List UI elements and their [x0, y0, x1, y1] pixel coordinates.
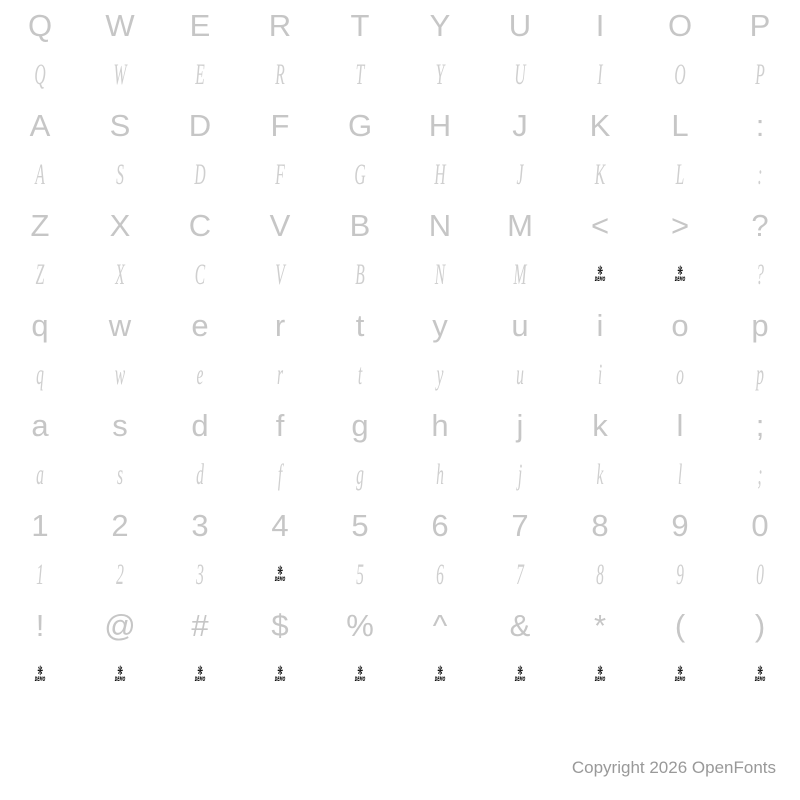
demo-stamp-word: DEMO	[594, 675, 606, 683]
glyph-cell: o	[676, 358, 684, 391]
glyph-cell: B	[355, 258, 365, 291]
demo-stamp-leaves: ❋	[517, 663, 523, 679]
glyph-cell: S	[116, 158, 124, 191]
demo-stamp-leaves: ❋	[597, 263, 603, 279]
glyph-cell: D	[188, 107, 212, 143]
glyph-cell: H	[428, 107, 452, 143]
demo-stamp-word: DEMO	[354, 675, 366, 683]
glyph-cell: Q	[27, 7, 53, 43]
glyph-cell: C	[188, 207, 212, 243]
demo-stamp-word: DEMO	[674, 275, 686, 283]
glyph-cell: >	[670, 207, 690, 243]
glyph-cell: G	[354, 158, 366, 191]
glyph-cell: 6	[436, 558, 444, 591]
glyph-cell: 2	[116, 558, 124, 591]
copyright-notice: Copyright 2026 OpenFonts	[571, 758, 776, 777]
glyph-row	[0, 50, 800, 100]
glyph-cell: 9	[676, 558, 684, 591]
glyph-cell: a	[31, 407, 49, 443]
demo-stamp-icon	[579, 250, 621, 300]
glyph-cell: g	[356, 458, 364, 491]
glyph-cell: 1	[31, 507, 49, 543]
demo-stamp-icon	[259, 650, 301, 700]
glyph-cell: j	[517, 458, 523, 491]
glyph-cell: I	[597, 58, 603, 91]
glyph-cell: s	[112, 407, 128, 443]
demo-stamp-leaves: ❋	[677, 663, 683, 679]
glyph-cell: p	[751, 307, 769, 343]
demo-stamp-word: DEMO	[114, 675, 126, 683]
glyph-cell: l	[676, 407, 684, 443]
glyph-cell: A	[29, 107, 51, 143]
demo-stamp-icon	[19, 650, 61, 700]
glyph-cell: U	[514, 58, 526, 91]
glyph-cell: R	[275, 58, 285, 91]
glyph-cell: )	[754, 607, 766, 643]
glyph-cell: E	[195, 58, 205, 91]
demo-stamp-icon	[339, 650, 381, 700]
glyph-row	[0, 150, 800, 200]
glyph-cell: 9	[671, 507, 689, 543]
glyph-cell: E	[189, 7, 211, 43]
glyph-cell: W	[105, 7, 135, 43]
glyph-cell: 7	[511, 507, 529, 543]
glyph-cell: d	[191, 407, 209, 443]
glyph-cell: h	[436, 458, 444, 491]
glyph-cell: w	[114, 358, 126, 391]
glyph-cell: L	[671, 107, 689, 143]
glyph-cell: U	[508, 7, 532, 43]
demo-stamp-word: DEMO	[594, 275, 606, 283]
glyph-cell: ?	[756, 258, 764, 291]
demo-stamp-word: DEMO	[434, 675, 446, 683]
glyph-cell: X	[115, 258, 125, 291]
glyph-cell: 5	[351, 507, 369, 543]
glyph-row	[0, 400, 800, 450]
glyph-cell: Z	[35, 258, 45, 291]
glyph-cell: 8	[596, 558, 604, 591]
glyph-cell: r	[274, 307, 286, 343]
glyph-cell: i	[596, 307, 604, 343]
demo-stamp-word: DEMO	[514, 675, 526, 683]
glyph-cell: g	[351, 407, 369, 443]
glyph-cell: ;	[757, 458, 763, 491]
glyph-cell: f	[275, 407, 285, 443]
glyph-cell: k	[596, 458, 604, 491]
glyph-cell: K	[594, 158, 606, 191]
glyph-cell: W	[113, 58, 127, 91]
demo-stamp-icon	[659, 250, 701, 300]
glyph-cell: Z	[30, 207, 50, 243]
glyph-cell: e	[191, 307, 209, 343]
glyph-cell: J	[512, 107, 528, 143]
glyph-cell: t	[357, 358, 363, 391]
glyph-row	[0, 550, 800, 600]
demo-stamp-icon	[499, 650, 541, 700]
demo-stamp-icon	[99, 650, 141, 700]
glyph-cell: 2	[111, 507, 129, 543]
glyph-cell: j	[516, 407, 524, 443]
glyph-cell: h	[431, 407, 449, 443]
glyph-cell: o	[671, 307, 689, 343]
demo-stamp-leaves: ❋	[757, 663, 763, 679]
glyph-cell: k	[592, 407, 608, 443]
demo-stamp-leaves: ❋	[597, 663, 603, 679]
glyph-cell: 0	[756, 558, 764, 591]
glyph-cell: J	[516, 158, 524, 191]
glyph-cell: r	[276, 358, 284, 391]
glyph-cell: $	[271, 607, 289, 643]
glyph-cell: G	[347, 107, 373, 143]
glyph-cell: q	[31, 307, 49, 343]
glyph-cell: N	[434, 258, 446, 291]
glyph-cell: M	[507, 207, 533, 243]
glyph-cell: 0	[751, 507, 769, 543]
glyph-cell: <	[590, 207, 610, 243]
glyph-cell: A	[35, 158, 45, 191]
glyph-cell: d	[196, 458, 204, 491]
glyph-cell: !	[35, 607, 45, 643]
glyph-cell: T	[355, 58, 365, 91]
glyph-cell: O	[674, 58, 686, 91]
glyph-cell: #	[191, 607, 209, 643]
glyph-cell: (	[674, 607, 686, 643]
demo-stamp-leaves: ❋	[277, 563, 283, 579]
glyph-row	[0, 500, 800, 550]
glyph-cell: e	[196, 358, 204, 391]
demo-stamp-leaves: ❋	[357, 663, 363, 679]
glyph-cell: N	[428, 207, 452, 243]
glyph-cell: D	[194, 158, 206, 191]
glyph-cell: 3	[196, 558, 204, 591]
glyph-row	[0, 600, 800, 650]
glyph-cell: X	[109, 207, 131, 243]
glyph-cell: p	[756, 358, 764, 391]
demo-stamp-icon	[179, 650, 221, 700]
glyph-cell: 1	[36, 558, 44, 591]
demo-stamp-word: DEMO	[274, 675, 286, 683]
glyph-cell: 4	[271, 507, 289, 543]
glyph-row	[0, 300, 800, 350]
glyph-cell: S	[109, 107, 131, 143]
glyph-cell: Y	[429, 7, 451, 43]
glyph-cell: &	[509, 607, 531, 643]
glyph-row	[0, 650, 800, 700]
demo-stamp-leaves: ❋	[37, 663, 43, 679]
glyph-cell: :	[755, 107, 765, 143]
glyph-cell: C	[194, 258, 206, 291]
glyph-cell: 6	[431, 507, 449, 543]
glyph-cell: i	[597, 358, 603, 391]
demo-stamp-icon	[739, 650, 781, 700]
glyph-cell: P	[755, 58, 765, 91]
glyph-cell: P	[749, 7, 771, 43]
glyph-row	[0, 0, 800, 50]
glyph-cell: 8	[591, 507, 609, 543]
glyph-cell: :	[757, 158, 763, 191]
demo-stamp-word: DEMO	[274, 575, 286, 583]
glyph-row	[0, 450, 800, 500]
glyph-cell: y	[432, 307, 448, 343]
glyph-cell: t	[355, 307, 365, 343]
glyph-row	[0, 200, 800, 250]
glyph-cell: O	[667, 7, 693, 43]
demo-stamp-leaves: ❋	[117, 663, 123, 679]
demo-stamp-leaves: ❋	[677, 263, 683, 279]
glyph-cell: V	[269, 207, 291, 243]
glyph-cell: Q	[34, 58, 46, 91]
glyph-cell: @	[104, 607, 136, 643]
demo-stamp-word: DEMO	[674, 675, 686, 683]
glyph-cell: B	[349, 207, 371, 243]
demo-stamp-icon	[419, 650, 461, 700]
glyph-cell: %	[346, 607, 374, 643]
demo-stamp-leaves: ❋	[277, 663, 283, 679]
glyph-cell: ?	[751, 207, 769, 243]
glyph-cell: 7	[516, 558, 524, 591]
glyph-cell: u	[516, 358, 524, 391]
glyph-cell: *	[593, 607, 607, 643]
glyph-cell: M	[513, 258, 527, 291]
glyph-cell: Y	[435, 58, 445, 91]
demo-stamp-icon	[579, 650, 621, 700]
glyph-cell: F	[270, 107, 290, 143]
glyph-cell: H	[434, 158, 446, 191]
glyph-cell: R	[268, 7, 292, 43]
demo-stamp-word: DEMO	[34, 675, 46, 683]
glyph-cell: T	[350, 7, 370, 43]
glyph-cell: l	[677, 458, 683, 491]
glyph-cell: y	[436, 358, 444, 391]
demo-stamp-icon	[259, 550, 301, 600]
demo-stamp-icon	[659, 650, 701, 700]
glyph-row	[0, 250, 800, 300]
glyph-cell: I	[595, 7, 605, 43]
glyph-cell: ^	[432, 607, 448, 643]
glyph-cell: u	[511, 307, 529, 343]
glyph-cell: f	[277, 458, 283, 491]
glyph-row	[0, 100, 800, 150]
glyph-cell: 3	[191, 507, 209, 543]
glyph-cell: L	[675, 158, 685, 191]
glyph-row	[0, 350, 800, 400]
demo-stamp-word: DEMO	[194, 675, 206, 683]
glyph-cell: ;	[755, 407, 765, 443]
glyph-cell: K	[589, 107, 611, 143]
glyph-cell: s	[116, 458, 124, 491]
glyph-cell: F	[275, 158, 285, 191]
glyph-cell: a	[36, 458, 44, 491]
glyph-cell: 5	[356, 558, 364, 591]
glyph-cell: w	[108, 307, 132, 343]
glyph-cell: q	[36, 358, 44, 391]
demo-stamp-word: DEMO	[754, 675, 766, 683]
demo-stamp-leaves: ❋	[437, 663, 443, 679]
demo-stamp-leaves: ❋	[197, 663, 203, 679]
glyph-cell: V	[275, 258, 285, 291]
